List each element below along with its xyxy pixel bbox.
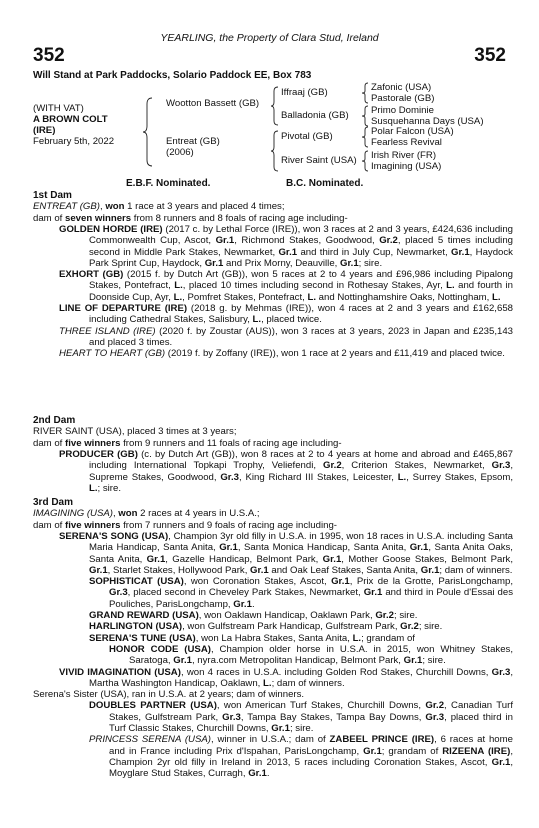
produce-harlington: HARLINGTON (USA), won Gulfstream Park Handicap, Gulfstream Park, Gr.2; sire.	[89, 621, 443, 633]
ds-sire: Polar Falcon (USA)	[371, 126, 454, 137]
third-dam-section	[33, 497, 513, 780]
produce-serenas-sister: Serena's Sister (USA), ran in U.S.A. at 2 years; dam of winners.	[33, 689, 305, 701]
second-dam-line: RIVER SAINT (USA), placed 3 times at 3 years;	[33, 426, 237, 438]
third-dam-produce-summary: dam of five winners from 7 runners and 9 foals of racing age including-	[33, 519, 337, 531]
ebf-nomination: E.B.F. Nominated.	[126, 178, 211, 189]
horse-name: A BROWN COLT	[33, 114, 108, 125]
bc-nomination: B.C. Nominated.	[286, 178, 364, 189]
dam-brace	[271, 130, 281, 172]
ss-dam: Pastorale (GB)	[371, 93, 435, 104]
iffraaj-brace	[362, 82, 370, 105]
ss-sire: Zafonic (USA)	[371, 82, 432, 93]
sd-dam: Susquehanna Days (USA)	[371, 116, 484, 127]
lot-number-left: 352	[33, 45, 65, 66]
pedigree-brace	[144, 96, 158, 168]
dd-sire: Irish River (FR)	[371, 150, 437, 161]
produce-three-island: THREE ISLAND (IRE) (2020 f. by Zoustar (AUS)), won 3 races at 3 years, 2023 in Japan and £235,143 and placed 3 times.	[59, 325, 513, 348]
horse-dob: February 5th, 2022	[33, 136, 115, 147]
sire-brace	[271, 86, 281, 126]
balladonia-brace	[362, 105, 370, 128]
sire-sire: Iffraaj (GB)	[281, 87, 328, 98]
pivotal-brace	[362, 126, 370, 149]
first-dam-heading: 1st Dam	[33, 190, 72, 201]
second-dam-heading: 2nd Dam	[33, 415, 76, 426]
produce-serenas-tune: SERENA'S TUNE (USA), won La Habra Stakes, Santa Anita, L.; grandam of	[89, 632, 415, 644]
produce-grand-reward: GRAND REWARD (USA), won Oaklawn Handicap, Oaklawn Park, Gr.2; sire.	[89, 610, 418, 622]
produce-producer: PRODUCER (GB) (c. by Dutch Art (GB)), won 8 races at 2 to 4 years at home and abroad and £465,867 including International Topkapi Trophy, Veliefendi, Gr.2, Criterion Stakes, Newmarket, Gr.3, Supreme Stakes, Goodwood, Gr.3, King Richard III Stakes, Leicester, L., Surrey Stakes, Epsom, L.; sire.	[59, 449, 514, 494]
dd-dam: Imagining (USA)	[371, 161, 442, 172]
first-dam-line: ENTREAT (GB), won 1 race at 3 years and placed 4 times;	[33, 201, 285, 213]
produce-sophisticat: SOPHISTICAT (USA), won Coronation Stakes, Ascot, Gr.1, Prix de la Grotte, ParisLongchamp, Gr.3, placed second in Cheveley Park Stakes, Newmarket, Gr.1 and third in Poule d'Essai des Pouliches, ParisLongchamp, Gr.1.	[89, 576, 514, 610]
first-dam-section	[33, 190, 513, 360]
produce-princess-serena: PRINCESS SERENA (USA), winner in U.S.A.; dam of ZABEEL PRINCE (IRE), 6 races at home and in France including Prix d'Ispahan, ParisLongchamp, Gr.1; grandam of RIZEENA (IRE), Champion 2yr old filly in Ireland in 2013, 5 races including Coronation Stakes, Ascot, Gr.1, Moyglare Stud Stakes, Curragh, Gr.1.	[89, 734, 514, 780]
horse-country: (IRE)	[33, 125, 56, 136]
third-dam-line: IMAGINING (USA), won 2 races at 4 years in U.S.A.;	[33, 508, 260, 520]
second-dam-produce-summary: dam of five winners from 9 runners and 11 foals of racing age including-	[33, 437, 342, 449]
produce-serenas-song: SERENA'S SONG (USA), Champion 3yr old filly in U.S.A. in 1995, won 18 races in U.S.A. including Santa Maria Handicap, Santa Anita, Gr.1, Santa Monica Handicap, Santa Anita, Gr.1, Santa Anita Oaks, Santa Anita, Gr.1, Gazelle Handicap, Belmont Park, Gr.1, Mother Goose Stakes, Belmont Park, Gr.1, Starlet Stakes, Hollywood Park, Gr.1 and Oak Leaf Stakes, Santa Anita, Gr.1; dam of winners.	[59, 531, 514, 576]
produce-honor-code: HONOR CODE (USA), Champion older horse in U.S.A. in 2015, won Whitney Stakes, Saratoga, Gr.1, nyra.com Metropolitan Handicap, Belmont Park, Gr.1; sire.	[109, 643, 513, 667]
produce-heart-to-heart: HEART TO HEART (GB) (2019 f. by Zoffany (IRE)), won 1 race at 2 years and £11,419 and placed twice.	[59, 348, 505, 360]
vat-note: (WITH VAT)	[33, 103, 84, 114]
dam-dam: River Saint (USA)	[281, 155, 357, 166]
produce-vivid-imagination: VIVID IMAGINATION (USA), won 4 races in U.S.A. including Golden Rod Stakes, Churchill Downs, Gr.3, Martha Washington Handicap, Oaklawn, L.; dam of winners.	[59, 666, 513, 689]
second-dam-section	[33, 415, 513, 494]
dam: Entreat (GB)	[166, 136, 220, 147]
third-dam-heading: 3rd Dam	[33, 497, 74, 508]
sire: Wootton Bassett (GB)	[166, 98, 260, 109]
dam-sire: Pivotal (GB)	[281, 131, 333, 142]
produce-line-of-departure: LINE OF DEPARTURE (IRE) (2018 g. by Mehmas (IRE)), won 4 races at 2 and 3 years and £162,658 including Cathedral Stakes, Salisbury, L., placed twice.	[59, 303, 513, 326]
lot-number-right: 352	[474, 45, 506, 66]
river-saint-brace	[362, 150, 370, 173]
sire-dam: Balladonia (GB)	[281, 110, 349, 121]
sd-sire: Primo Dominie	[371, 105, 434, 116]
dam-year: (2006)	[166, 147, 194, 158]
stand-location: Will Stand at Park Paddocks, Solario Paddock EE, Box 783	[33, 70, 312, 81]
produce-exhort: EXHORT (GB) (2015 f. by Dutch Art (GB)), won 5 races at 2 to 4 years and £96,986 including Pipalong Stakes, Pontefract, L., placed 10 times including second in Rothesay Stakes, Ayr, L. and fourth in Doonside Cup, Ayr, L., Pomfret Stakes, Pontefract, L. and Nottinghamshire Oaks, Nottingham, L.	[59, 269, 513, 303]
produce-doubles-partner: DOUBLES PARTNER (USA), won American Turf Stakes, Churchill Downs, Gr.2, Canadian Turf Stakes, Gulfstream Park, Gr.3, Tampa Bay Stakes, Tampa Bay Downs, Gr.3, placed third in Turf Classic Stakes, Churchill Downs, Gr.1; sire.	[89, 700, 513, 735]
catalogue-header: YEARLING, the Property of Clara Stud, Ireland	[160, 32, 379, 44]
ds-dam: Fearless Revival	[371, 137, 442, 148]
first-dam-produce-summary: dam of seven winners from 8 runners and 8 foals of racing age including-	[33, 212, 348, 224]
produce-golden-horde: GOLDEN HORDE (IRE) (2017 c. by Lethal Force (IRE)), won 3 races at 2 and 3 years, £424,636 including Commonwealth Cup, Ascot, Gr.1, Richmond Stakes, Goodwood, Gr.2, placed 5 times including second in Middle Park Stakes, Newmarket, Gr.1 and third in July Cup, Newmarket, Gr.1, Haydock Park Sprint Cup, Haydock, Gr.1 and Prix Morny, Deauville, Gr.1; sire.	[59, 224, 513, 269]
